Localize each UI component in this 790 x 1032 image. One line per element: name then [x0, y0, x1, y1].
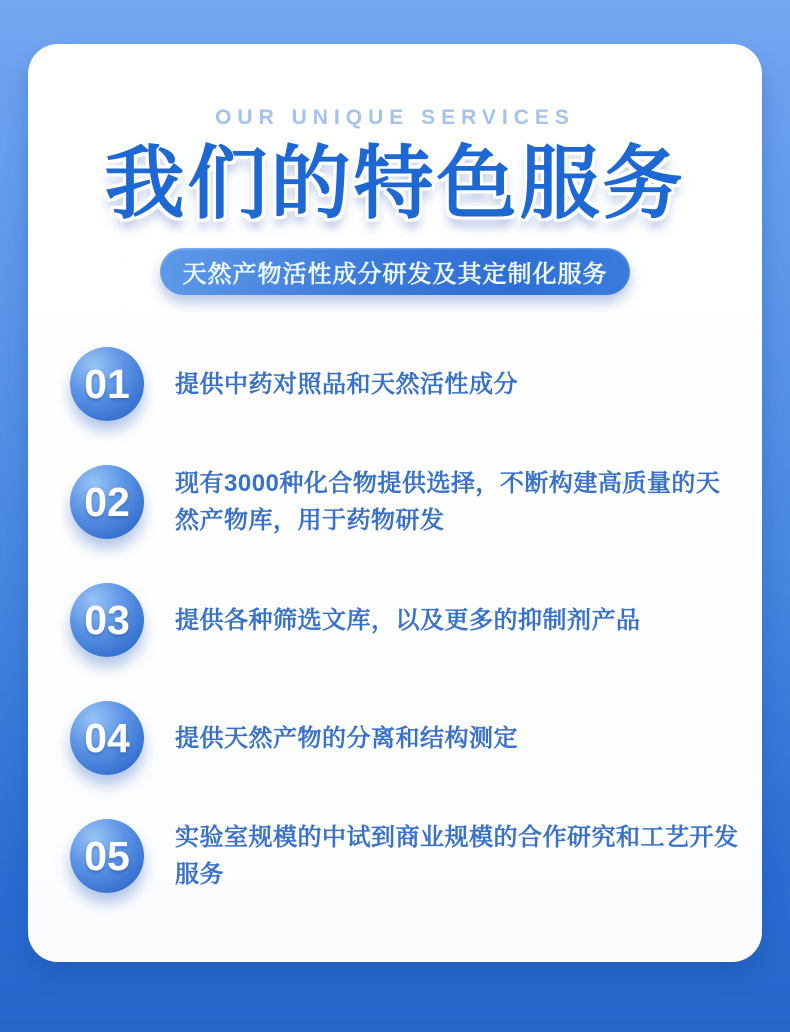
subtitle-banner-label: 天然产物活性成分研发及其定制化服务 — [182, 261, 608, 288]
list-item — [70, 465, 742, 539]
service-text: 现有3000种化合物提供选择，不断构建高质量的天然产物库，用于药物研发 — [175, 470, 721, 534]
list-item — [70, 701, 742, 775]
subtitle-banner — [160, 248, 630, 295]
number-badge: 03 — [70, 583, 144, 657]
list-item — [70, 347, 742, 421]
number-badge: 04 — [70, 701, 144, 775]
eyebrow-text: OUR UNIQUE SERVICES — [215, 106, 575, 129]
service-text: 提供天然产物的分离和结构测定 — [175, 724, 518, 752]
number-badge: 05 — [70, 819, 144, 893]
services-list — [70, 347, 742, 893]
list-item — [70, 583, 742, 657]
number-badge: 01 — [70, 347, 144, 421]
service-text: 提供中药对照品和天然活性成分 — [175, 370, 518, 398]
service-text: 提供各种筛选文库，以及更多的抑制剂产品 — [175, 606, 641, 634]
services-card — [28, 44, 762, 962]
service-text: 实验室规模的中试到商业规模的合作研究和工艺开发服务 — [175, 824, 739, 888]
list-item — [70, 819, 742, 893]
number-badge: 02 — [70, 465, 144, 539]
page-title: 我们的特色服务 — [104, 139, 686, 228]
